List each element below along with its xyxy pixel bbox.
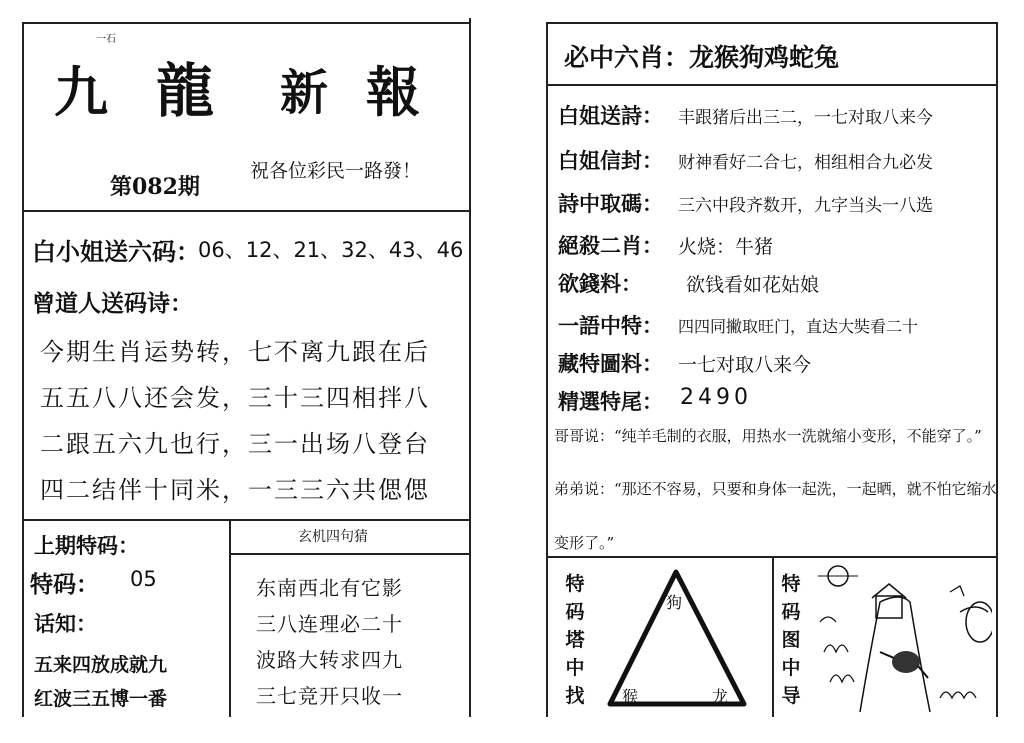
poem-label: 曾道人送码诗： (32, 290, 193, 317)
title-char-4: 報 (366, 60, 420, 124)
title-char-3: 新 (280, 65, 329, 121)
left-bottom-vdivider (229, 519, 231, 717)
greeting: 祝各位彩民一路發！ (250, 160, 422, 182)
right-divider-2 (546, 556, 996, 558)
small-mark: 一石 (96, 34, 116, 45)
riddle-title-underline (229, 553, 470, 555)
village-scene-icon (810, 562, 992, 714)
six-codes-label: 白小姐送六码： (32, 237, 200, 266)
info-row-label: 絕殺二肖： (558, 233, 663, 258)
info-row-label: 精選特尾： (558, 389, 663, 414)
poem-line: 今期生肖运势转，七不离九跟在后 (40, 338, 430, 366)
poem-line: 四二结伴十同米，一三三六共偲偲 (40, 476, 430, 504)
picture-label: 特 码 图 中 导 (781, 573, 801, 707)
riddle-line: 三七竞开只收一 (256, 684, 403, 708)
saying-line: 五来四放成就九 (34, 654, 168, 676)
title-char-1: 九 (54, 60, 108, 124)
info-row-text: 火烧：牛猪 (678, 236, 774, 258)
right-divider-1 (546, 84, 996, 86)
poem-line: 五五八八还会发，三十三四相拌八 (40, 384, 430, 412)
six-codes-value: 06、12、21、32、43、46 (198, 238, 464, 262)
info-row-text: 财神看好二合七，相组相合九必发 (678, 153, 933, 173)
story-line: 哥哥说：“纯羊毛制的衣服，用热水一洗就缩小变形，不能穿了。” (554, 427, 982, 445)
saying-label: 话知： (34, 611, 97, 636)
info-row-label: 欲錢料： (558, 271, 642, 296)
saying-line: 红波三五博一番 (34, 688, 168, 710)
info-row-text: 丰跟猪后出三二，一七对取八来今 (678, 108, 933, 128)
riddle-line: 东南西北有它影 (256, 576, 403, 600)
last-special-label: 上期特码： (34, 533, 139, 558)
story-line: 变形了。” (554, 534, 615, 552)
right-frame-right (996, 22, 998, 717)
poem-line: 二跟五六九也行，三一出场八登台 (40, 430, 430, 458)
tower-left-char: 猴 (622, 687, 639, 706)
title-char-2: 龍 (156, 57, 215, 125)
tower-right-char: 龙 (712, 687, 729, 706)
left-divider-2 (22, 519, 470, 521)
tower-top-char: 狗 (666, 593, 683, 612)
info-row-text: 一七对取八来今 (678, 354, 812, 376)
riddle-line: 波路大转求四九 (256, 648, 403, 672)
right-panel (540, 0, 1010, 743)
left-frame-left (22, 22, 24, 717)
info-row-text: 2490 (680, 385, 752, 410)
right-frame-top (546, 22, 996, 24)
info-row-label: 一語中特： (558, 313, 663, 338)
special-code-label: 特码： (30, 571, 99, 598)
special-code-value: 05 (130, 567, 157, 591)
riddle-title: 玄机四句猜 (298, 529, 368, 545)
info-row-text: 三六中段齐数开，九字当头一八选 (678, 196, 933, 216)
zodiac-line: 必中六肖：龙猴狗鸡蛇兔 (564, 43, 840, 72)
info-row-text: 欲钱看如花姑娘 (686, 274, 820, 296)
story-line: 弟弟说：“那还不容易，只要和身体一起洗，一起晒，就不怕它缩水 (554, 480, 997, 498)
info-row-label: 白姐信封： (558, 148, 663, 173)
left-divider-1 (22, 210, 470, 212)
info-row-label: 白姐送詩： (558, 103, 663, 128)
issue-number: 第082期 (110, 174, 200, 200)
left-panel (0, 0, 480, 743)
riddle-line: 三八连理必二十 (256, 612, 403, 636)
right-frame-left (546, 22, 548, 717)
left-frame-right (469, 18, 471, 717)
info-row-label: 詩中取碼： (558, 191, 663, 216)
masthead-title (50, 48, 450, 125)
tower-label: 特 码 塔 中 找 (565, 573, 585, 707)
info-row-text: 四四同撇取旺门，直达大奘看二十 (678, 317, 919, 336)
left-frame-top (22, 22, 470, 24)
right-bottom-vdivider (772, 556, 774, 717)
info-row-label: 藏特圖料： (558, 351, 663, 376)
